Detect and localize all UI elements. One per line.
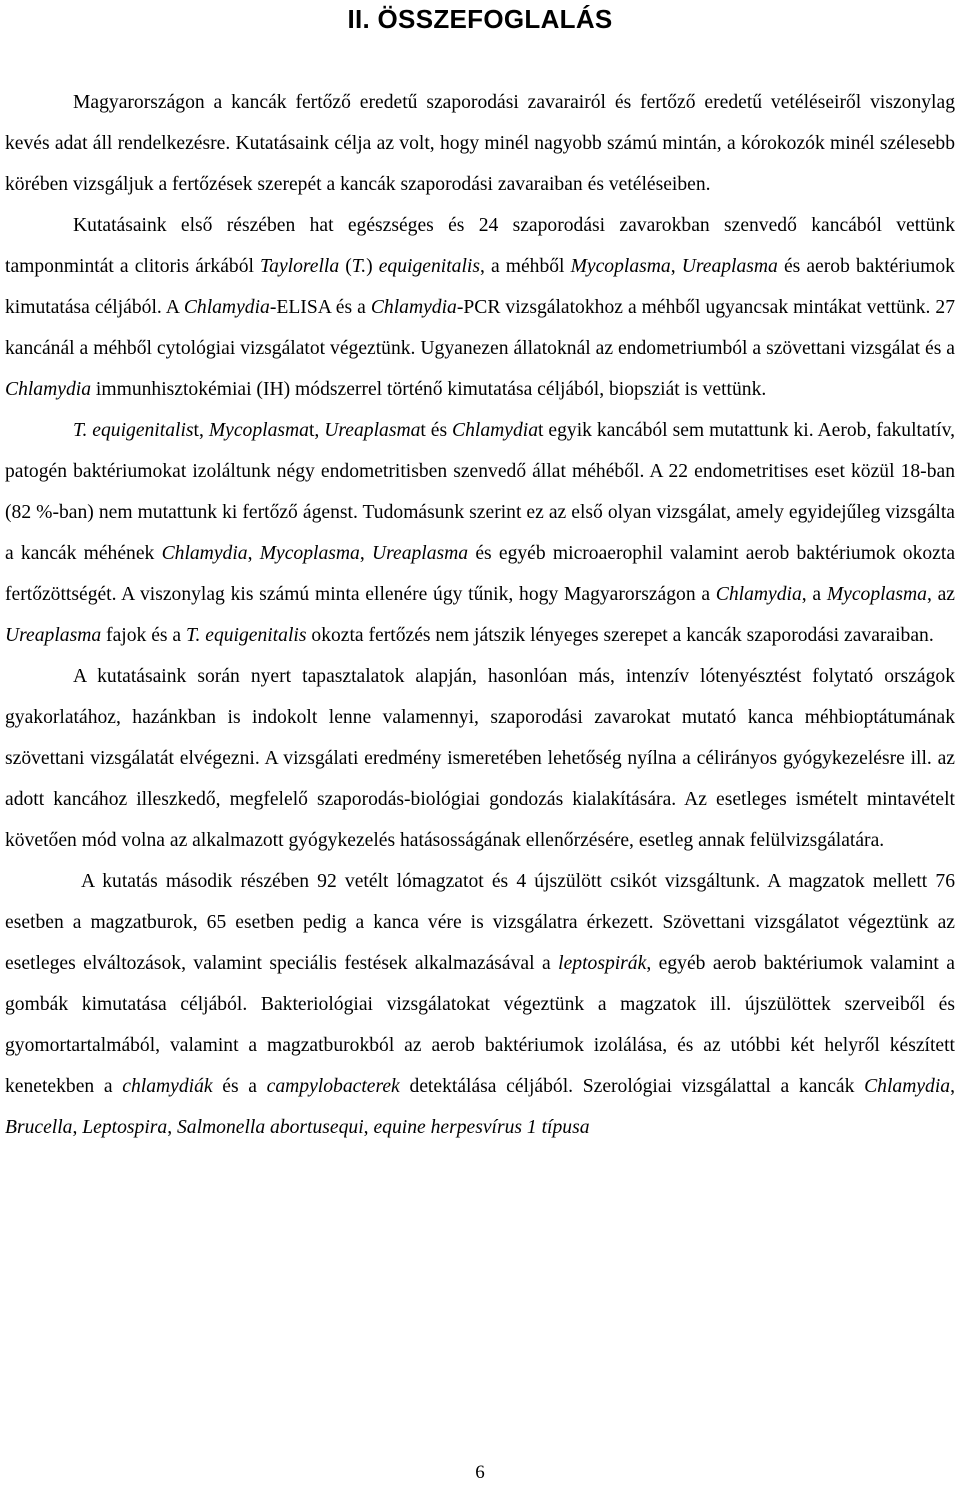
document-page bbox=[5, 0, 955, 1148]
italic-term: T. bbox=[351, 256, 367, 277]
italic-term: Ureaplasma bbox=[324, 420, 421, 441]
text-run: és egyéb microaerophil valamint aerob baktériumok okozta fertőzöttségét. A viszonylag kis számú minta ellenére úgy tűnik, hogy Magyarországon a bbox=[5, 543, 956, 605]
italic-term: Mycoplasma bbox=[826, 584, 927, 605]
text-run: detektálása céljából. Szerológiai vizsgálattal a kancák bbox=[399, 1076, 865, 1097]
text-run: , egyéb aerob baktériumok valamint a gombák kimutatása céljából. Bakteriológiai vizsgálatokat végeztünk a magzatok ill. újszülöttek szerveiből és gyomortartalmából, valamint a magzatburokból az aerob baktériumok izolálása, és az utóbbi két helyről készített kenetekben a bbox=[5, 953, 955, 1097]
text-run: A kutatás második részében 92 vetélt lómagzatot és 4 újszülött csikót vizsgáltunk. A magzatok mellett 76 esetben a magzatburok, 65 esetben pedig a kanca vére is vizsgálatra érkezett. Szövettani vizsgálatot végeztünk az esetleges elváltozások, valamint speciális festések alkalmazásával a bbox=[5, 871, 955, 974]
italic-term: Chlamydia bbox=[370, 297, 457, 318]
text-run: ) bbox=[366, 256, 379, 277]
italic-term: Brucella bbox=[5, 1117, 73, 1138]
page-title: II. ÖSSZEFOGLALÁS bbox=[347, 4, 613, 34]
page-number: 6 bbox=[475, 1462, 485, 1483]
text-run: , bbox=[670, 256, 682, 277]
text-run: és a bbox=[212, 1076, 267, 1097]
text-run: ( bbox=[339, 256, 352, 277]
italic-term: T. equigenitalis bbox=[73, 420, 194, 441]
italic-term: campylobacterek bbox=[266, 1076, 400, 1097]
paragraph-intro bbox=[5, 82, 955, 205]
text-run: fajok és a bbox=[101, 625, 187, 646]
paragraph-results-first-part bbox=[5, 410, 955, 656]
italic-term: chlamydiák bbox=[122, 1076, 213, 1097]
italic-term: Taylorella bbox=[260, 256, 340, 277]
text-run: , a bbox=[801, 584, 827, 605]
text-run: t, bbox=[308, 420, 325, 441]
text-run: , az bbox=[926, 584, 955, 605]
italic-term: equigenitalis bbox=[378, 256, 480, 277]
text-run: -ELISA és a bbox=[269, 297, 371, 318]
text-run: Kutatásaink első részében hat egészséges és 24 szaporodási zavarokban szenvedő kancából vettünk tamponmintát a clitoris árkából bbox=[5, 215, 955, 277]
italic-term: Leptospira bbox=[82, 1117, 168, 1138]
italic-term: Ureaplasma bbox=[681, 256, 778, 277]
italic-term: Mycoplasma bbox=[208, 420, 309, 441]
text-run: , bbox=[72, 1117, 83, 1138]
italic-term: Chlamydia bbox=[864, 1076, 951, 1097]
text-run: , bbox=[363, 1117, 374, 1138]
italic-term: Chlamydia bbox=[715, 584, 802, 605]
text-run: A kutatásaink során nyert tapasztalatok alapján, hasonlóan más, intenzív lótenyésztést folytató országok gyakorlatához, hazánkban is indokolt lenne valamennyi, szaporodási zavarokat mutató kanca méhbioptátumának szövettani vizsgálatát elvégezni. A vizsgálati eredmény ismeretében lehetőség nyílna a célirányos gyógykezelésre ill. az adott kancához illeszkedő, megfelelő szaporodás-biológiai gondozás kialakítására. Az esetleges ismételt mintavételt követően mód volna az alkalmazott gyógykezelés hatásosságának ellenőrzésére, esetleg annak felülvizsgálatára. bbox=[5, 666, 955, 851]
italic-term: Ureaplasma bbox=[371, 543, 469, 564]
paragraph-second-part bbox=[5, 861, 955, 1148]
text-run: , a méhből bbox=[479, 256, 571, 277]
paragraph-recommendations bbox=[5, 656, 955, 861]
italic-term: T. equigenitalis bbox=[186, 625, 307, 646]
italic-term: Chlamydia bbox=[5, 379, 91, 400]
paragraph-methods-first-part bbox=[5, 205, 955, 410]
summary-body bbox=[5, 82, 955, 1148]
italic-term: Mycoplasma bbox=[259, 543, 360, 564]
text-run: , bbox=[167, 1117, 177, 1138]
text-run: , bbox=[359, 543, 372, 564]
text-run: okozta fertőzés nem játszik lényeges szerepet a kancák szaporodási zavaraiban. bbox=[306, 625, 934, 646]
italic-term: Chlamydia bbox=[161, 543, 248, 564]
italic-term: Chlamydia bbox=[452, 420, 539, 441]
italic-term: Ureaplasma bbox=[5, 625, 102, 646]
text-run: , bbox=[950, 1076, 955, 1097]
text-run: t, bbox=[193, 420, 209, 441]
text-run: immunhisztokémiai (IH) módszerrel történő kimutatása céljából, biopsziát is vettünk. bbox=[91, 379, 767, 400]
text-run: és aerob baktériumok kimutatása céljából. A bbox=[5, 256, 955, 318]
text-run: -PCR vizsgálatokhoz a méhből ugyancsak mintákat vettünk. 27 kancánál a méhből cytológiai vizsgálatot végeztünk. Ugyanezen állatoknál az endometriumból a szövettani vizsgálat és a bbox=[5, 297, 955, 359]
italic-term: Mycoplasma bbox=[570, 256, 671, 277]
italic-term: Chlamydia bbox=[183, 297, 270, 318]
italic-term: equine herpesvírus 1 típusa bbox=[373, 1117, 590, 1138]
text-run: Magyarországon a kancák fertőző eredetű szaporodási zavarairól és fertőző eredetű vetéléseiről viszonylag kevés adat áll rendelkezésre. Kutatásaink célja az volt, hogy minél nagyobb számú mintán, a kórokozók minél szélesebb körében vizsgáljuk a fertőzések szerepét a kancák szaporodási zavaraiban és vetéléseiben. bbox=[5, 92, 955, 195]
italic-term: Salmonella abortusequi bbox=[176, 1117, 364, 1138]
text-run: , bbox=[247, 543, 260, 564]
italic-term: leptospirák bbox=[558, 953, 647, 974]
text-run: t egyik kancából sem mutattunk ki. Aerob, fakultatív, patogén baktériumokat izoláltunk négy endometritisben szenvedő állat méhéből. A 22 endometritises eset közül 18-ban (82 %-ban) nem mutattunk ki fertőző ágenst. Tudomásunk szerint ez az első olyan vizsgálat, amely egyidejűleg vizsgálta a kancák méhének bbox=[5, 420, 956, 564]
text-run: t és bbox=[420, 420, 453, 441]
